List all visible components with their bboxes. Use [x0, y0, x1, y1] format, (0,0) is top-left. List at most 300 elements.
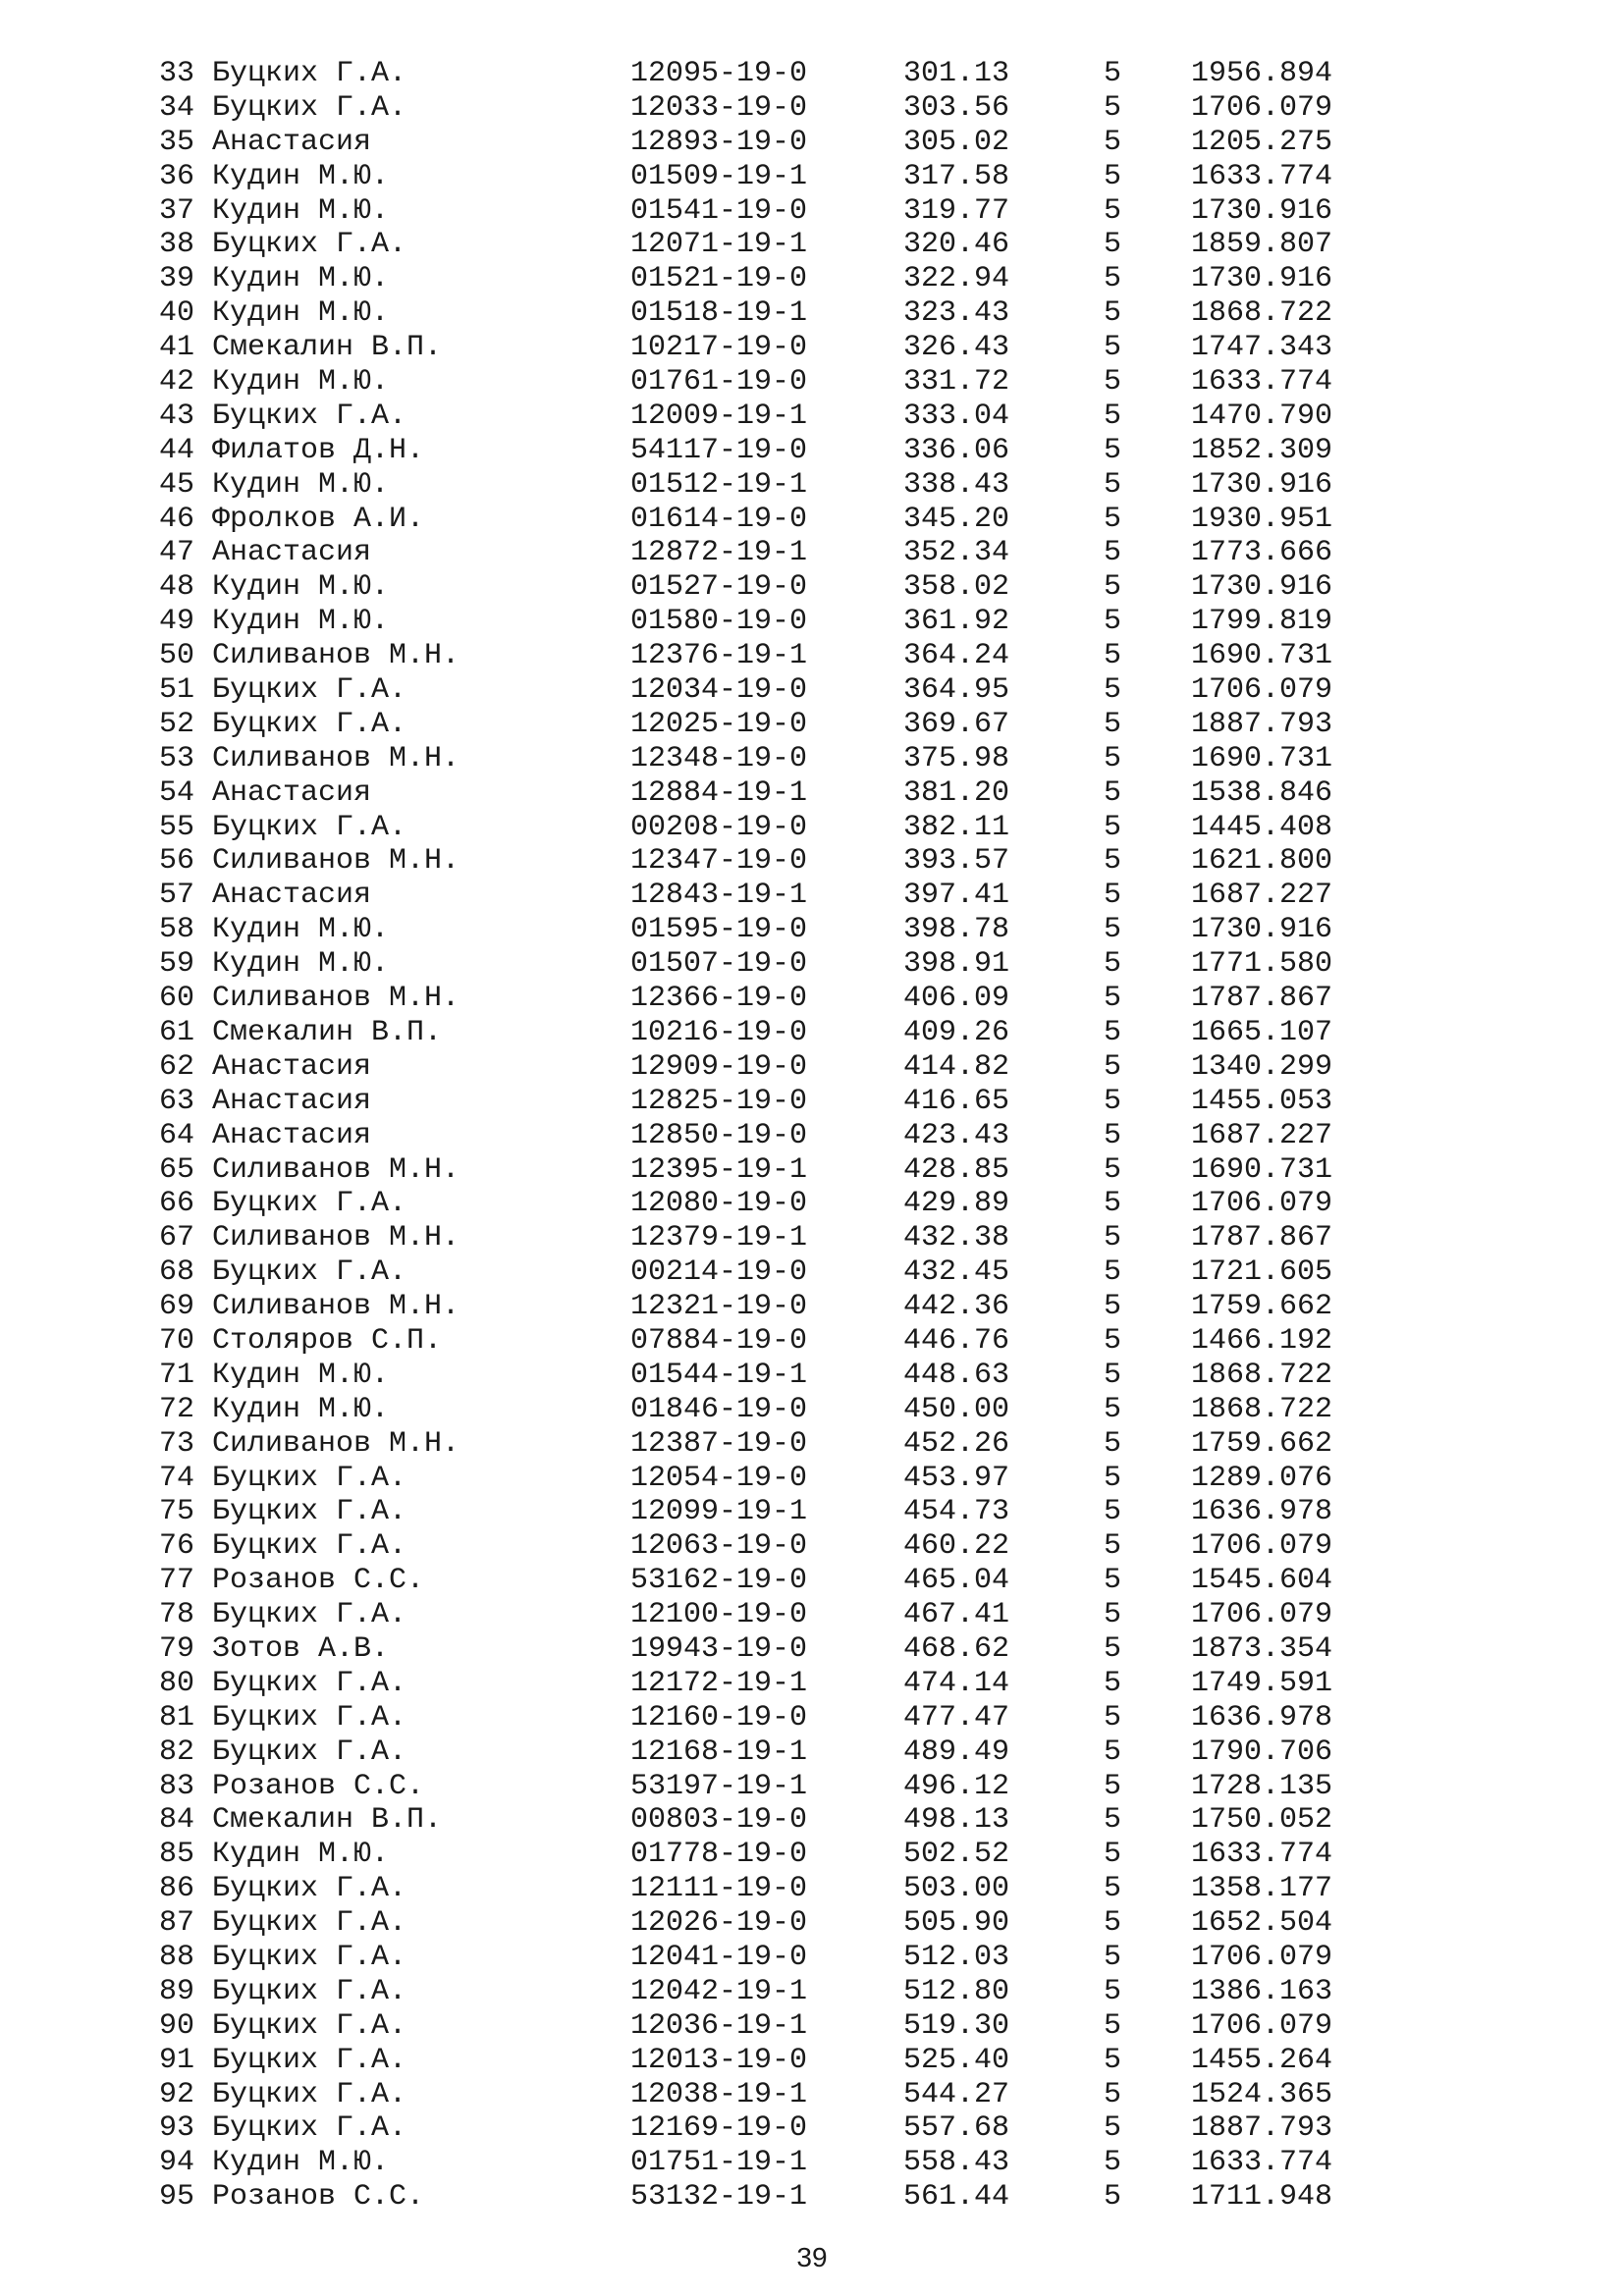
person-name: Буцких Г.А. [212, 2008, 407, 2043]
row-number: 72 [159, 1392, 195, 1426]
measured-value: 333.04 [903, 399, 1010, 433]
grade-value: 5 [1104, 639, 1122, 673]
person-name: Кудин М.Ю. [212, 1392, 390, 1426]
score-value: 1759.662 [1191, 1426, 1333, 1461]
grade-value: 5 [1104, 1564, 1122, 1598]
row-number: 92 [159, 2077, 195, 2111]
row-number: 34 [159, 90, 195, 125]
measured-value: 450.00 [903, 1392, 1010, 1426]
measured-value: 338.43 [903, 467, 1010, 502]
score-value: 1706.079 [1191, 1940, 1333, 1974]
record-code: 01521-19-0 [630, 262, 808, 296]
row-number: 93 [159, 2111, 195, 2146]
score-value: 1868.722 [1191, 1392, 1333, 1426]
grade-value: 5 [1104, 1974, 1122, 2008]
table-row [159, 331, 1386, 365]
row-number: 68 [159, 1255, 195, 1290]
grade-value: 5 [1104, 1838, 1122, 1872]
record-code: 12042-19-1 [630, 1974, 808, 2008]
grade-value: 5 [1104, 536, 1122, 570]
grade-value: 5 [1104, 1872, 1122, 1906]
table-row [159, 2044, 1386, 2078]
record-code: 12063-19-0 [630, 1529, 808, 1564]
measured-value: 512.80 [903, 1974, 1010, 2008]
person-name: Розанов С.С. [212, 1564, 425, 1598]
row-number: 91 [159, 2043, 195, 2077]
table-row [159, 1872, 1386, 1906]
table-row [159, 296, 1386, 331]
row-number: 36 [159, 159, 195, 193]
table-row [159, 1735, 1386, 1770]
grade-value: 5 [1104, 1358, 1122, 1392]
record-code: 01512-19-1 [630, 467, 808, 502]
person-name: Силиванов М.Н. [212, 639, 460, 673]
row-number: 44 [159, 433, 195, 467]
record-code: 12080-19-0 [630, 1187, 808, 1221]
measured-value: 432.45 [903, 1255, 1010, 1290]
record-code: 12366-19-0 [630, 982, 808, 1016]
record-code: 01507-19-0 [630, 947, 808, 982]
measured-value: 409.26 [903, 1015, 1010, 1049]
person-name: Столяров С.П. [212, 1323, 443, 1358]
score-value: 1721.605 [1191, 1255, 1333, 1290]
record-code: 12348-19-0 [630, 741, 808, 775]
person-name: Силиванов М.Н. [212, 1152, 460, 1187]
grade-value: 5 [1104, 982, 1122, 1016]
record-code: 53132-19-1 [630, 2180, 808, 2215]
measured-value: 489.49 [903, 1735, 1010, 1769]
grade-value: 5 [1104, 1529, 1122, 1564]
person-name: Буцких Г.А. [212, 1872, 407, 1906]
row-number: 66 [159, 1187, 195, 1221]
grade-value: 5 [1104, 947, 1122, 982]
table-row [159, 1598, 1386, 1632]
row-number: 82 [159, 1735, 195, 1769]
table-row [159, 228, 1386, 262]
row-number: 43 [159, 399, 195, 433]
person-name: Буцких Г.А. [212, 810, 407, 844]
grade-value: 5 [1104, 1700, 1122, 1735]
grade-value: 5 [1104, 1769, 1122, 1803]
grade-value: 5 [1104, 673, 1122, 708]
record-code: 01846-19-0 [630, 1392, 808, 1426]
row-number: 56 [159, 844, 195, 879]
table-row [159, 536, 1386, 570]
measured-value: 448.63 [903, 1358, 1010, 1392]
record-code: 12850-19-0 [630, 1118, 808, 1152]
person-name: Кудин М.Ю. [212, 365, 390, 400]
table-row [159, 57, 1386, 91]
person-name: Силиванов М.Н. [212, 741, 460, 775]
measured-value: 397.41 [903, 879, 1010, 913]
table-row [159, 1495, 1386, 1529]
score-value: 1730.916 [1191, 570, 1333, 605]
table-row [159, 160, 1386, 194]
page-number: 39 [796, 2242, 828, 2272]
grade-value: 5 [1104, 775, 1122, 810]
row-number: 42 [159, 365, 195, 400]
person-name: Анастасия [212, 879, 372, 913]
record-code: 12909-19-0 [630, 1049, 808, 1084]
grade-value: 5 [1104, 2111, 1122, 2146]
record-code: 01544-19-1 [630, 1358, 808, 1392]
person-name: Кудин М.Ю. [212, 467, 390, 502]
person-name: Кудин М.Ю. [212, 262, 390, 296]
score-value: 1873.354 [1191, 1631, 1333, 1666]
measured-value: 398.91 [903, 947, 1010, 982]
record-code: 12872-19-1 [630, 536, 808, 570]
grade-value: 5 [1104, 228, 1122, 262]
grade-value: 5 [1104, 913, 1122, 947]
score-value: 1790.706 [1191, 1735, 1333, 1769]
record-code: 12321-19-0 [630, 1290, 808, 1324]
table-row [159, 673, 1386, 708]
measured-value: 429.89 [903, 1187, 1010, 1221]
record-code: 53162-19-0 [630, 1564, 808, 1598]
grade-value: 5 [1104, 1392, 1122, 1426]
row-number: 81 [159, 1700, 195, 1735]
table-row [159, 1941, 1386, 1975]
measured-value: 505.90 [903, 1906, 1010, 1941]
row-number: 48 [159, 570, 195, 605]
grade-value: 5 [1104, 1221, 1122, 1255]
record-code: 12095-19-0 [630, 57, 808, 90]
person-name: Кудин М.Ю. [212, 296, 390, 331]
grade-value: 5 [1104, 2043, 1122, 2077]
grade-value: 5 [1104, 193, 1122, 228]
table-row [159, 503, 1386, 537]
score-value: 1633.774 [1191, 1838, 1333, 1872]
measured-value: 465.04 [903, 1564, 1010, 1598]
person-name: Буцких Г.А. [212, 1974, 407, 2008]
score-value: 1956.894 [1191, 57, 1333, 90]
grade-value: 5 [1104, 125, 1122, 159]
row-number: 47 [159, 536, 195, 570]
measured-value: 305.02 [903, 125, 1010, 159]
record-code: 12843-19-1 [630, 879, 808, 913]
grade-value: 5 [1104, 2008, 1122, 2043]
measured-value: 361.92 [903, 605, 1010, 639]
row-number: 58 [159, 913, 195, 947]
record-code: 12034-19-0 [630, 673, 808, 708]
person-name: Кудин М.Ю. [212, 193, 390, 228]
table-row [159, 2009, 1386, 2044]
grade-value: 5 [1104, 1495, 1122, 1529]
record-code: 01580-19-0 [630, 605, 808, 639]
record-code: 12013-19-0 [630, 2043, 808, 2077]
measured-value: 454.73 [903, 1495, 1010, 1529]
measured-value: 561.44 [903, 2180, 1010, 2215]
record-code: 12038-19-1 [630, 2077, 808, 2111]
row-number: 78 [159, 1598, 195, 1632]
score-value: 1633.774 [1191, 159, 1333, 193]
person-name: Смекалин В.П. [212, 331, 443, 365]
grade-value: 5 [1104, 1940, 1122, 1974]
row-number: 51 [159, 673, 195, 708]
row-number: 64 [159, 1118, 195, 1152]
table-row [159, 1393, 1386, 1427]
row-number: 46 [159, 502, 195, 536]
table-row [159, 811, 1386, 845]
grade-value: 5 [1104, 1255, 1122, 1290]
grade-value: 5 [1104, 1426, 1122, 1461]
person-name: Силиванов М.Н. [212, 1290, 460, 1324]
row-number: 76 [159, 1529, 195, 1564]
person-name: Буцких Г.А. [212, 1495, 407, 1529]
table-row [159, 1564, 1386, 1598]
measured-value: 369.67 [903, 707, 1010, 741]
grade-value: 5 [1104, 502, 1122, 536]
measured-value: 512.03 [903, 1940, 1010, 1974]
person-name: Буцких Г.А. [212, 90, 407, 125]
person-name: Буцких Г.А. [212, 707, 407, 741]
score-value: 1690.731 [1191, 639, 1333, 673]
measured-value: 496.12 [903, 1769, 1010, 1803]
grade-value: 5 [1104, 810, 1122, 844]
measured-value: 393.57 [903, 844, 1010, 879]
person-name: Анастасия [212, 1084, 372, 1118]
score-value: 1730.916 [1191, 467, 1333, 502]
row-number: 95 [159, 2180, 195, 2215]
grade-value: 5 [1104, 879, 1122, 913]
person-name: Буцких Г.А. [212, 57, 407, 90]
grade-value: 5 [1104, 331, 1122, 365]
score-value: 1730.916 [1191, 193, 1333, 228]
person-name: Буцких Г.А. [212, 1598, 407, 1632]
person-name: Буцких Г.А. [212, 2077, 407, 2111]
person-name: Кудин М.Ю. [212, 2146, 390, 2180]
grade-value: 5 [1104, 2077, 1122, 2111]
row-number: 62 [159, 1049, 195, 1084]
table-row [159, 1838, 1386, 1872]
person-name: Анастасия [212, 775, 372, 810]
score-value: 1706.079 [1191, 1187, 1333, 1221]
score-value: 1799.819 [1191, 605, 1333, 639]
score-value: 1787.867 [1191, 1221, 1333, 1255]
score-value: 1868.722 [1191, 296, 1333, 331]
measured-value: 381.20 [903, 775, 1010, 810]
score-value: 1289.076 [1191, 1461, 1333, 1495]
score-value: 1773.666 [1191, 536, 1333, 570]
table-row [159, 1016, 1386, 1050]
table-row [159, 2180, 1386, 2215]
record-code: 12825-19-0 [630, 1084, 808, 1118]
measured-value: 382.11 [903, 810, 1010, 844]
measured-value: 468.62 [903, 1631, 1010, 1666]
row-number: 77 [159, 1564, 195, 1598]
person-name: Анастасия [212, 1049, 372, 1084]
measured-value: 423.43 [903, 1118, 1010, 1152]
grade-value: 5 [1104, 1906, 1122, 1941]
grade-value: 5 [1104, 1323, 1122, 1358]
score-value: 1706.079 [1191, 90, 1333, 125]
row-number: 53 [159, 741, 195, 775]
score-value: 1445.408 [1191, 810, 1333, 844]
measured-value: 503.00 [903, 1872, 1010, 1906]
row-number: 71 [159, 1358, 195, 1392]
measured-value: 414.82 [903, 1049, 1010, 1084]
row-number: 39 [159, 262, 195, 296]
score-value: 1771.580 [1191, 947, 1333, 982]
row-number: 40 [159, 296, 195, 331]
row-number: 86 [159, 1872, 195, 1906]
record-code: 01527-19-0 [630, 570, 808, 605]
record-code: 12071-19-1 [630, 228, 808, 262]
grade-value: 5 [1104, 57, 1122, 90]
measured-value: 352.34 [903, 536, 1010, 570]
grade-value: 5 [1104, 1666, 1122, 1700]
grade-value: 5 [1104, 1735, 1122, 1769]
row-number: 65 [159, 1152, 195, 1187]
table-row [159, 400, 1386, 434]
measured-value: 442.36 [903, 1290, 1010, 1324]
score-value: 1652.504 [1191, 1906, 1333, 1941]
person-name: Буцких Г.А. [212, 1735, 407, 1769]
measured-value: 398.78 [903, 913, 1010, 947]
record-code: 10216-19-0 [630, 1015, 808, 1049]
record-code: 12026-19-0 [630, 1906, 808, 1941]
person-name: Буцких Г.А. [212, 1666, 407, 1700]
measured-value: 453.97 [903, 1461, 1010, 1495]
grade-value: 5 [1104, 707, 1122, 741]
table-row [159, 879, 1386, 913]
table-row [159, 708, 1386, 742]
grade-value: 5 [1104, 1118, 1122, 1152]
table-row [159, 947, 1386, 982]
grade-value: 5 [1104, 2146, 1122, 2180]
measured-value: 452.26 [903, 1426, 1010, 1461]
measured-value: 364.95 [903, 673, 1010, 708]
score-value: 1759.662 [1191, 1290, 1333, 1324]
record-code: 12376-19-1 [630, 639, 808, 673]
measured-value: 375.98 [903, 741, 1010, 775]
person-name: Буцких Г.А. [212, 1187, 407, 1221]
table-row [159, 262, 1386, 296]
row-number: 35 [159, 125, 195, 159]
person-name: Силиванов М.Н. [212, 1426, 460, 1461]
row-number: 37 [159, 193, 195, 228]
table-row [159, 570, 1386, 605]
table-row [159, 1187, 1386, 1221]
record-code: 00208-19-0 [630, 810, 808, 844]
score-value: 1690.731 [1191, 741, 1333, 775]
row-number: 94 [159, 2146, 195, 2180]
person-name: Кудин М.Ю. [212, 605, 390, 639]
record-code: 19943-19-0 [630, 1631, 808, 1666]
record-code: 00803-19-0 [630, 1803, 808, 1838]
score-value: 1545.604 [1191, 1564, 1333, 1598]
row-number: 70 [159, 1323, 195, 1358]
grade-value: 5 [1104, 90, 1122, 125]
row-number: 54 [159, 775, 195, 810]
row-number: 50 [159, 639, 195, 673]
measured-value: 557.68 [903, 2111, 1010, 2146]
data-table [159, 57, 1386, 2215]
row-number: 85 [159, 1838, 195, 1872]
person-name: Буцких Г.А. [212, 1529, 407, 1564]
score-value: 1636.978 [1191, 1495, 1333, 1529]
record-code: 12172-19-1 [630, 1666, 808, 1700]
measured-value: 428.85 [903, 1152, 1010, 1187]
score-value: 1706.079 [1191, 673, 1333, 708]
score-value: 1750.052 [1191, 1803, 1333, 1838]
record-code: 12099-19-1 [630, 1495, 808, 1529]
table-row [159, 2111, 1386, 2146]
measured-value: 406.09 [903, 982, 1010, 1016]
grade-value: 5 [1104, 1461, 1122, 1495]
record-code: 12168-19-1 [630, 1735, 808, 1769]
record-code: 10217-19-0 [630, 331, 808, 365]
person-name: Буцких Г.А. [212, 2043, 407, 2077]
person-name: Кудин М.Ю. [212, 570, 390, 605]
table-row [159, 1290, 1386, 1324]
table-row [159, 2146, 1386, 2180]
score-value: 1868.722 [1191, 1358, 1333, 1392]
measured-value: 525.40 [903, 2043, 1010, 2077]
row-number: 59 [159, 947, 195, 982]
table-row [159, 1359, 1386, 1393]
score-value: 1524.365 [1191, 2077, 1333, 2111]
person-name: Буцких Г.А. [212, 1461, 407, 1495]
score-value: 1621.800 [1191, 844, 1333, 879]
grade-value: 5 [1104, 399, 1122, 433]
row-number: 73 [159, 1426, 195, 1461]
record-code: 01541-19-0 [630, 193, 808, 228]
grade-value: 5 [1104, 433, 1122, 467]
score-value: 1887.793 [1191, 2111, 1333, 2146]
person-name: Буцких Г.А. [212, 673, 407, 708]
record-code: 01778-19-0 [630, 1838, 808, 1872]
person-name: Смекалин В.П. [212, 1015, 443, 1049]
measured-value: 432.38 [903, 1221, 1010, 1255]
measured-value: 446.76 [903, 1323, 1010, 1358]
table-row [159, 1667, 1386, 1701]
measured-value: 498.13 [903, 1803, 1010, 1838]
record-code: 12111-19-0 [630, 1872, 808, 1906]
grade-value: 5 [1104, 1187, 1122, 1221]
grade-value: 5 [1104, 262, 1122, 296]
record-code: 12893-19-0 [630, 125, 808, 159]
table-row [159, 1975, 1386, 2009]
row-number: 84 [159, 1803, 195, 1838]
grade-value: 5 [1104, 570, 1122, 605]
measured-value: 336.06 [903, 433, 1010, 467]
record-code: 01509-19-1 [630, 159, 808, 193]
record-code: 12009-19-1 [630, 399, 808, 433]
record-code: 12100-19-0 [630, 1598, 808, 1632]
grade-value: 5 [1104, 741, 1122, 775]
measured-value: 358.02 [903, 570, 1010, 605]
person-name: Силиванов М.Н. [212, 844, 460, 879]
score-value: 1930.951 [1191, 502, 1333, 536]
person-name: Фролков А.И. [212, 502, 425, 536]
score-value: 1711.948 [1191, 2180, 1333, 2215]
grade-value: 5 [1104, 365, 1122, 400]
score-value: 1706.079 [1191, 1598, 1333, 1632]
person-name: Буцких Г.А. [212, 1255, 407, 1290]
score-value: 1538.846 [1191, 775, 1333, 810]
measured-value: 317.58 [903, 159, 1010, 193]
row-number: 90 [159, 2008, 195, 2043]
row-number: 88 [159, 1940, 195, 1974]
score-value: 1358.177 [1191, 1872, 1333, 1906]
person-name: Буцких Г.А. [212, 1700, 407, 1735]
measured-value: 364.24 [903, 639, 1010, 673]
record-code: 12054-19-0 [630, 1461, 808, 1495]
person-name: Зотов А.В. [212, 1631, 390, 1666]
measured-value: 319.77 [903, 193, 1010, 228]
table-row [159, 91, 1386, 126]
